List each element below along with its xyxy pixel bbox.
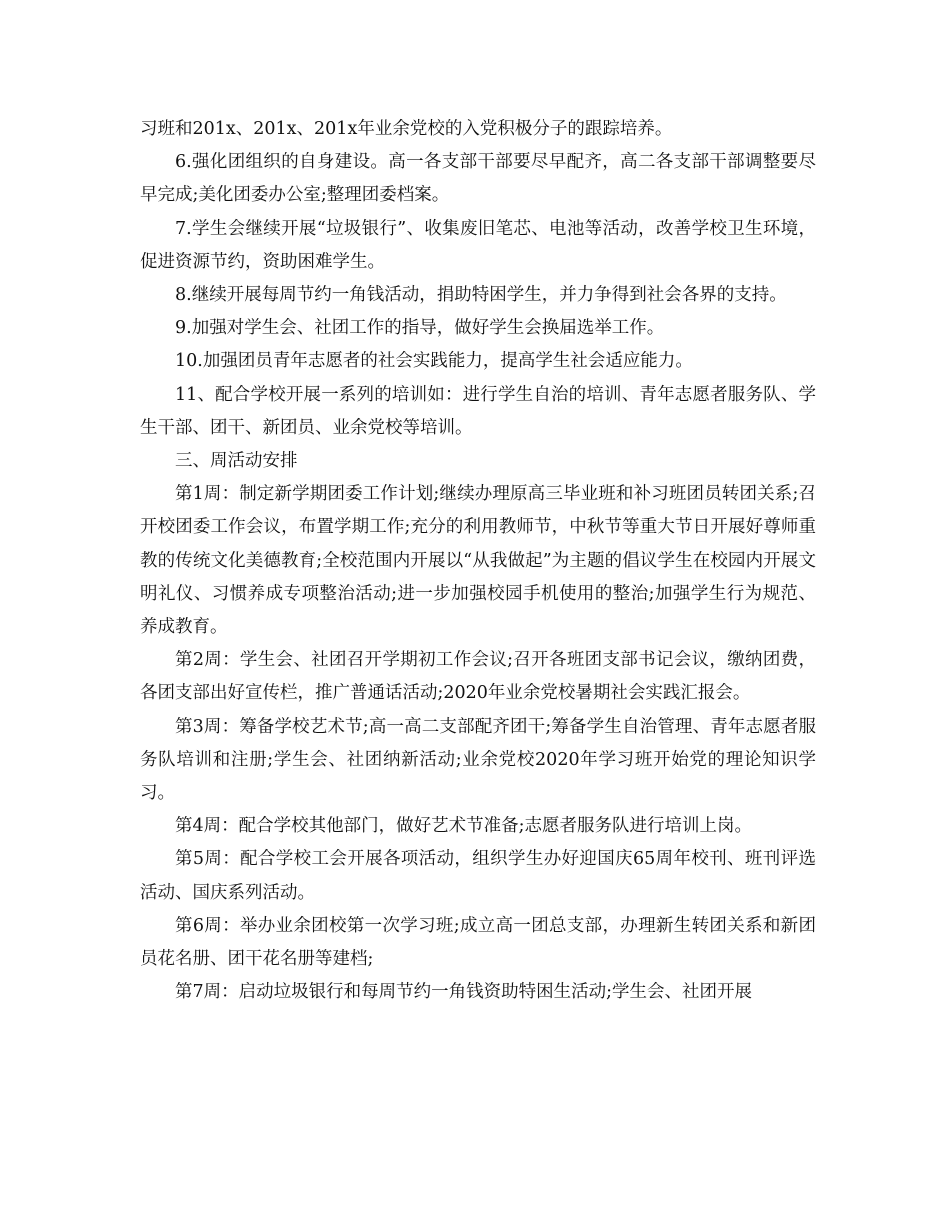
paragraph-week-7: 第7周：启动垃圾银行和每周节约一角钱资助特困生活动;学生会、社团开展 xyxy=(175,982,753,1003)
section-heading: 三、周活动安排 xyxy=(175,451,298,472)
paragraph-week-3: 第3周：筹备学校艺术节;高一高二支部配齐团干;筹备学生自治管理、青年志愿者服务队培训和注册;学生会、社团纳新活动;业余党校2020年学习班开始党的理论知识学习。 xyxy=(140,716,816,804)
paragraph-4: 9.加强对学生会、社团工作的指导，做好学生会换届选举工作。 xyxy=(175,318,665,339)
paragraph-3: 8.继续开展每周节约一角钱活动，捐助特困学生，并力争得到社会各界的支持。 xyxy=(175,285,787,306)
paragraph-5: 10.加强团员青年志愿者的社会实践能力，提高学生社会适应能力。 xyxy=(175,351,693,372)
paragraph-week-5: 第5周：配合学校工会开展各项活动，组织学生办好迎国庆65周年校刊、班刊评选活动、国庆系列活动。 xyxy=(140,849,816,903)
paragraph-week-6: 第6周：举办业余团校第一次学习班;成立高一团总支部，办理新生转团关系和新团员花名册、团干花名册等建档; xyxy=(140,915,816,970)
paragraph-2: 7.学生会继续开展“垃圾银行”、收集废旧笔芯、电池等活动，改善学校卫生环境，促进资源节约，资助困难学生。 xyxy=(140,218,816,272)
paragraph-6: 11、配合学校开展一系列的培训如：进行学生自治的培训、青年志愿者服务队、学生干部、团干、新团员、业余党校等培训。 xyxy=(140,384,816,438)
paragraph-week-4: 第4周：配合学校其他部门，做好艺术节准备;志愿者服务队进行培训上岗。 xyxy=(175,816,753,837)
paragraph-week-1: 第1周：制定新学期团委工作计划;继续办理原高三毕业班和补习班团员转团关系;召开校团委工作会议，布置学期工作;充分的利用教师节，中秋节等重大节日开展好尊师重教的传统文化美德教育;全校范围内开展以“从我做起”为主题的倡议学生在校园内开展文明礼仪、习惯养成专项整治活动;进一步加强校园手机使用的整治;加强学生行为规范、养成教育。 xyxy=(140,484,816,638)
paragraph-0: 习班和201x、201x、201x年业余党校的入党积极分子的跟踪培养。 xyxy=(140,119,673,139)
paragraph-week-2: 第2周：学生会、社团召开学期初工作会议;召开各班团支部书记会议，缴纳团费，各团支部出好宣传栏，推广普通话活动;2020年业余党校暑期社会实践汇报会。 xyxy=(140,650,816,704)
paragraph-1: 6.强化团组织的自身建设。高一各支部干部要尽早配齐，高二各支部干部调整要尽早完成;美化团委办公室;整理团委档案。 xyxy=(140,152,816,206)
document-body xyxy=(140,113,816,1009)
